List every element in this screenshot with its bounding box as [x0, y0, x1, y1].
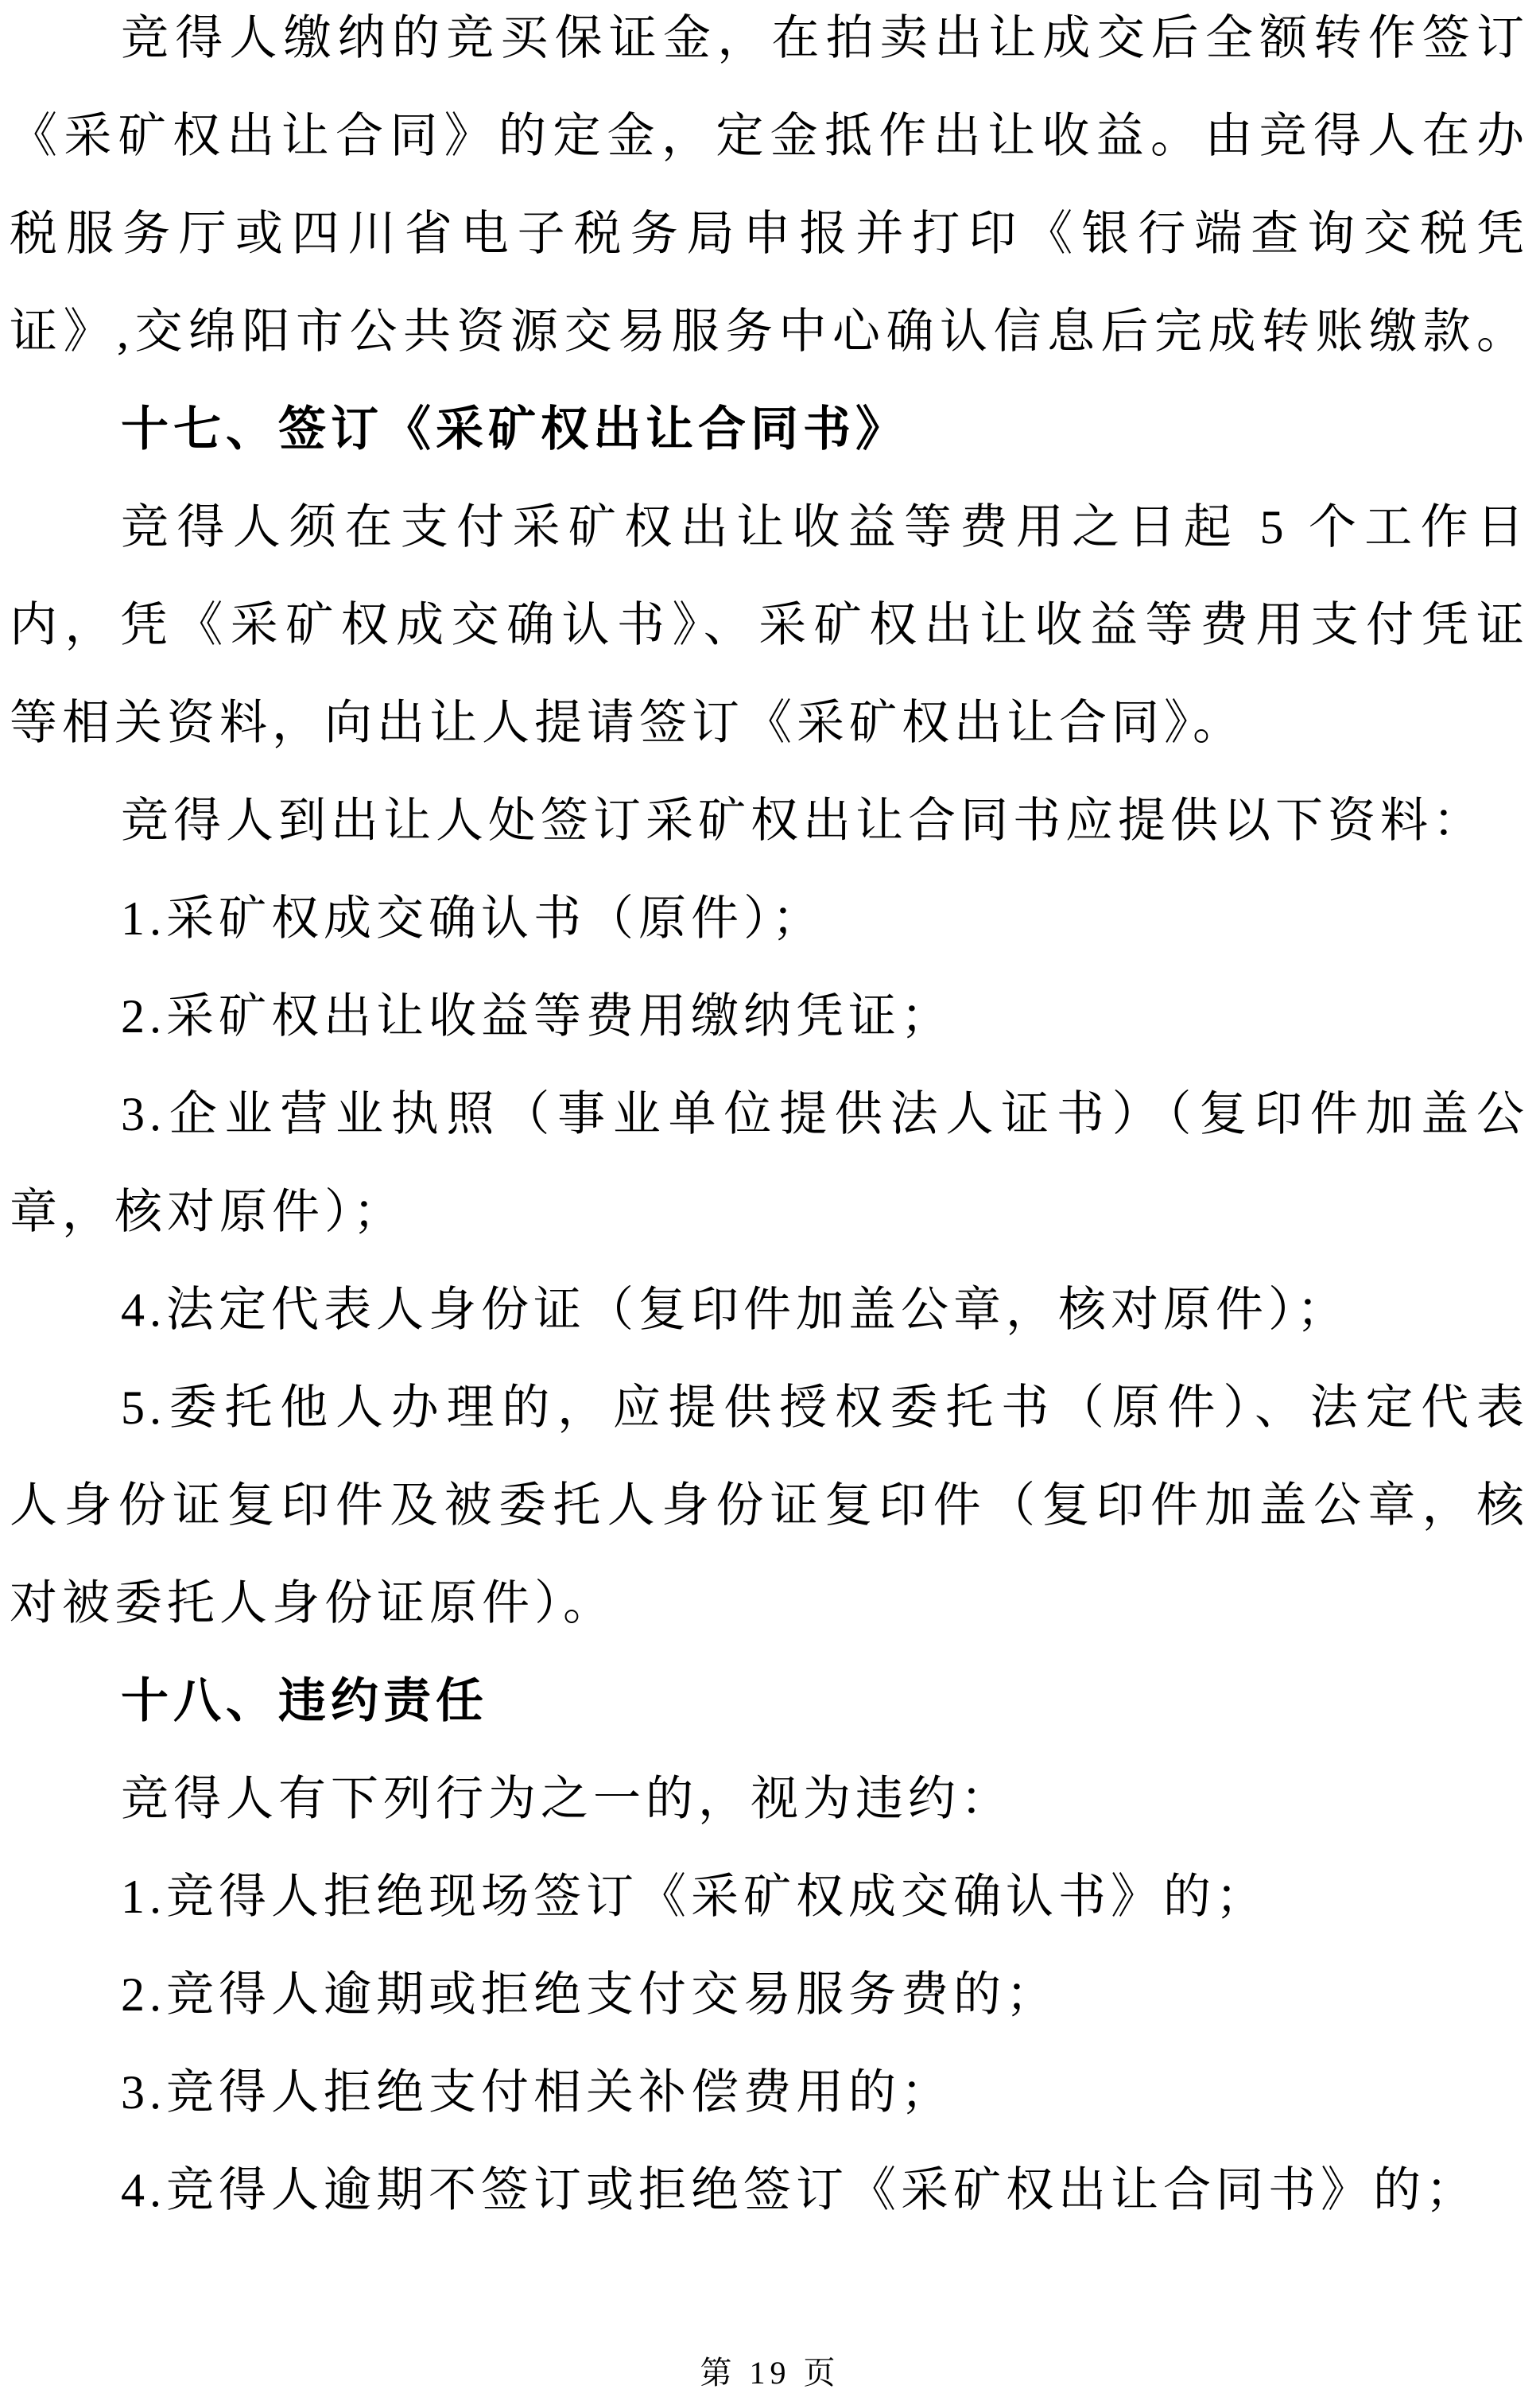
document-line: 竞得人有下列行为之一的，视为违约： — [121, 1773, 1013, 1825]
section-heading: 十八、违约责任 — [121, 1675, 488, 1727]
document-line: 3.企业营业执照（事业单位提供法人证书）（复印件加盖公 — [121, 1088, 1529, 1140]
document-line: 2.竞得人逾期或拒绝支付交易服务费的； — [121, 1968, 1058, 2021]
document-line: 证》,交绵阳市公共资源交易服务中心确认信息后完成转账缴款。 — [10, 305, 1529, 358]
document-line: 等相关资料，向出让人提请签订《采矿权出让合同》。 — [10, 697, 1245, 749]
document-line: 竞得人须在支付采矿权出让收益等费用之日起 5 个工作日 — [121, 501, 1529, 554]
document-line: 税服务厅或四川省电子税务局申报并打印《银行端查询交税凭 — [10, 208, 1529, 260]
document-line: 人身份证复印件及被委托人身份证复印件（复印件加盖公章，核 — [10, 1479, 1529, 1532]
document-line: 2.采矿权出让收益等费用缴纳凭证； — [121, 990, 953, 1043]
document-line: 对被委托人身份证原件）。 — [10, 1577, 615, 1630]
document-line: 《采矿权出让合同》的定金，定金抵作出让收益。由竞得人在办 — [10, 110, 1529, 162]
document-line: 4.竞得人逾期不签订或拒绝签订《采矿权出让合同书》的； — [121, 2164, 1478, 2216]
document-line: 4.法定代表人身份证（复印件加盖公章，核对原件）； — [121, 1284, 1349, 1336]
document-line: 1.竞得人拒绝现场签订《采矿权成交确认书》的； — [121, 1871, 1268, 1923]
document-line: 3.竞得人拒绝支付相关补偿费用的； — [121, 2066, 953, 2119]
document-line: 竞得人到出让人处签订采矿权出让合同书应提供以下资料： — [121, 794, 1485, 847]
document-line: 5.委托他人办理的，应提供授权委托书（原件）、法定代表 — [121, 1381, 1529, 1434]
document-line: 竞得人缴纳的竞买保证金，在拍卖出让成交后全额转作签订 — [121, 12, 1529, 64]
document-line: 章，核对原件）； — [10, 1186, 405, 1238]
document-line: 1.采矿权成交确认书（原件）； — [121, 892, 824, 945]
document-line: 内，凭《采矿权成交确认书》、采矿权出让收益等费用支付凭证 — [10, 599, 1529, 651]
page-number: 第 19 页 — [700, 2355, 840, 2391]
section-heading: 十七、签订《采矿权出让合同书》 — [121, 403, 908, 456]
